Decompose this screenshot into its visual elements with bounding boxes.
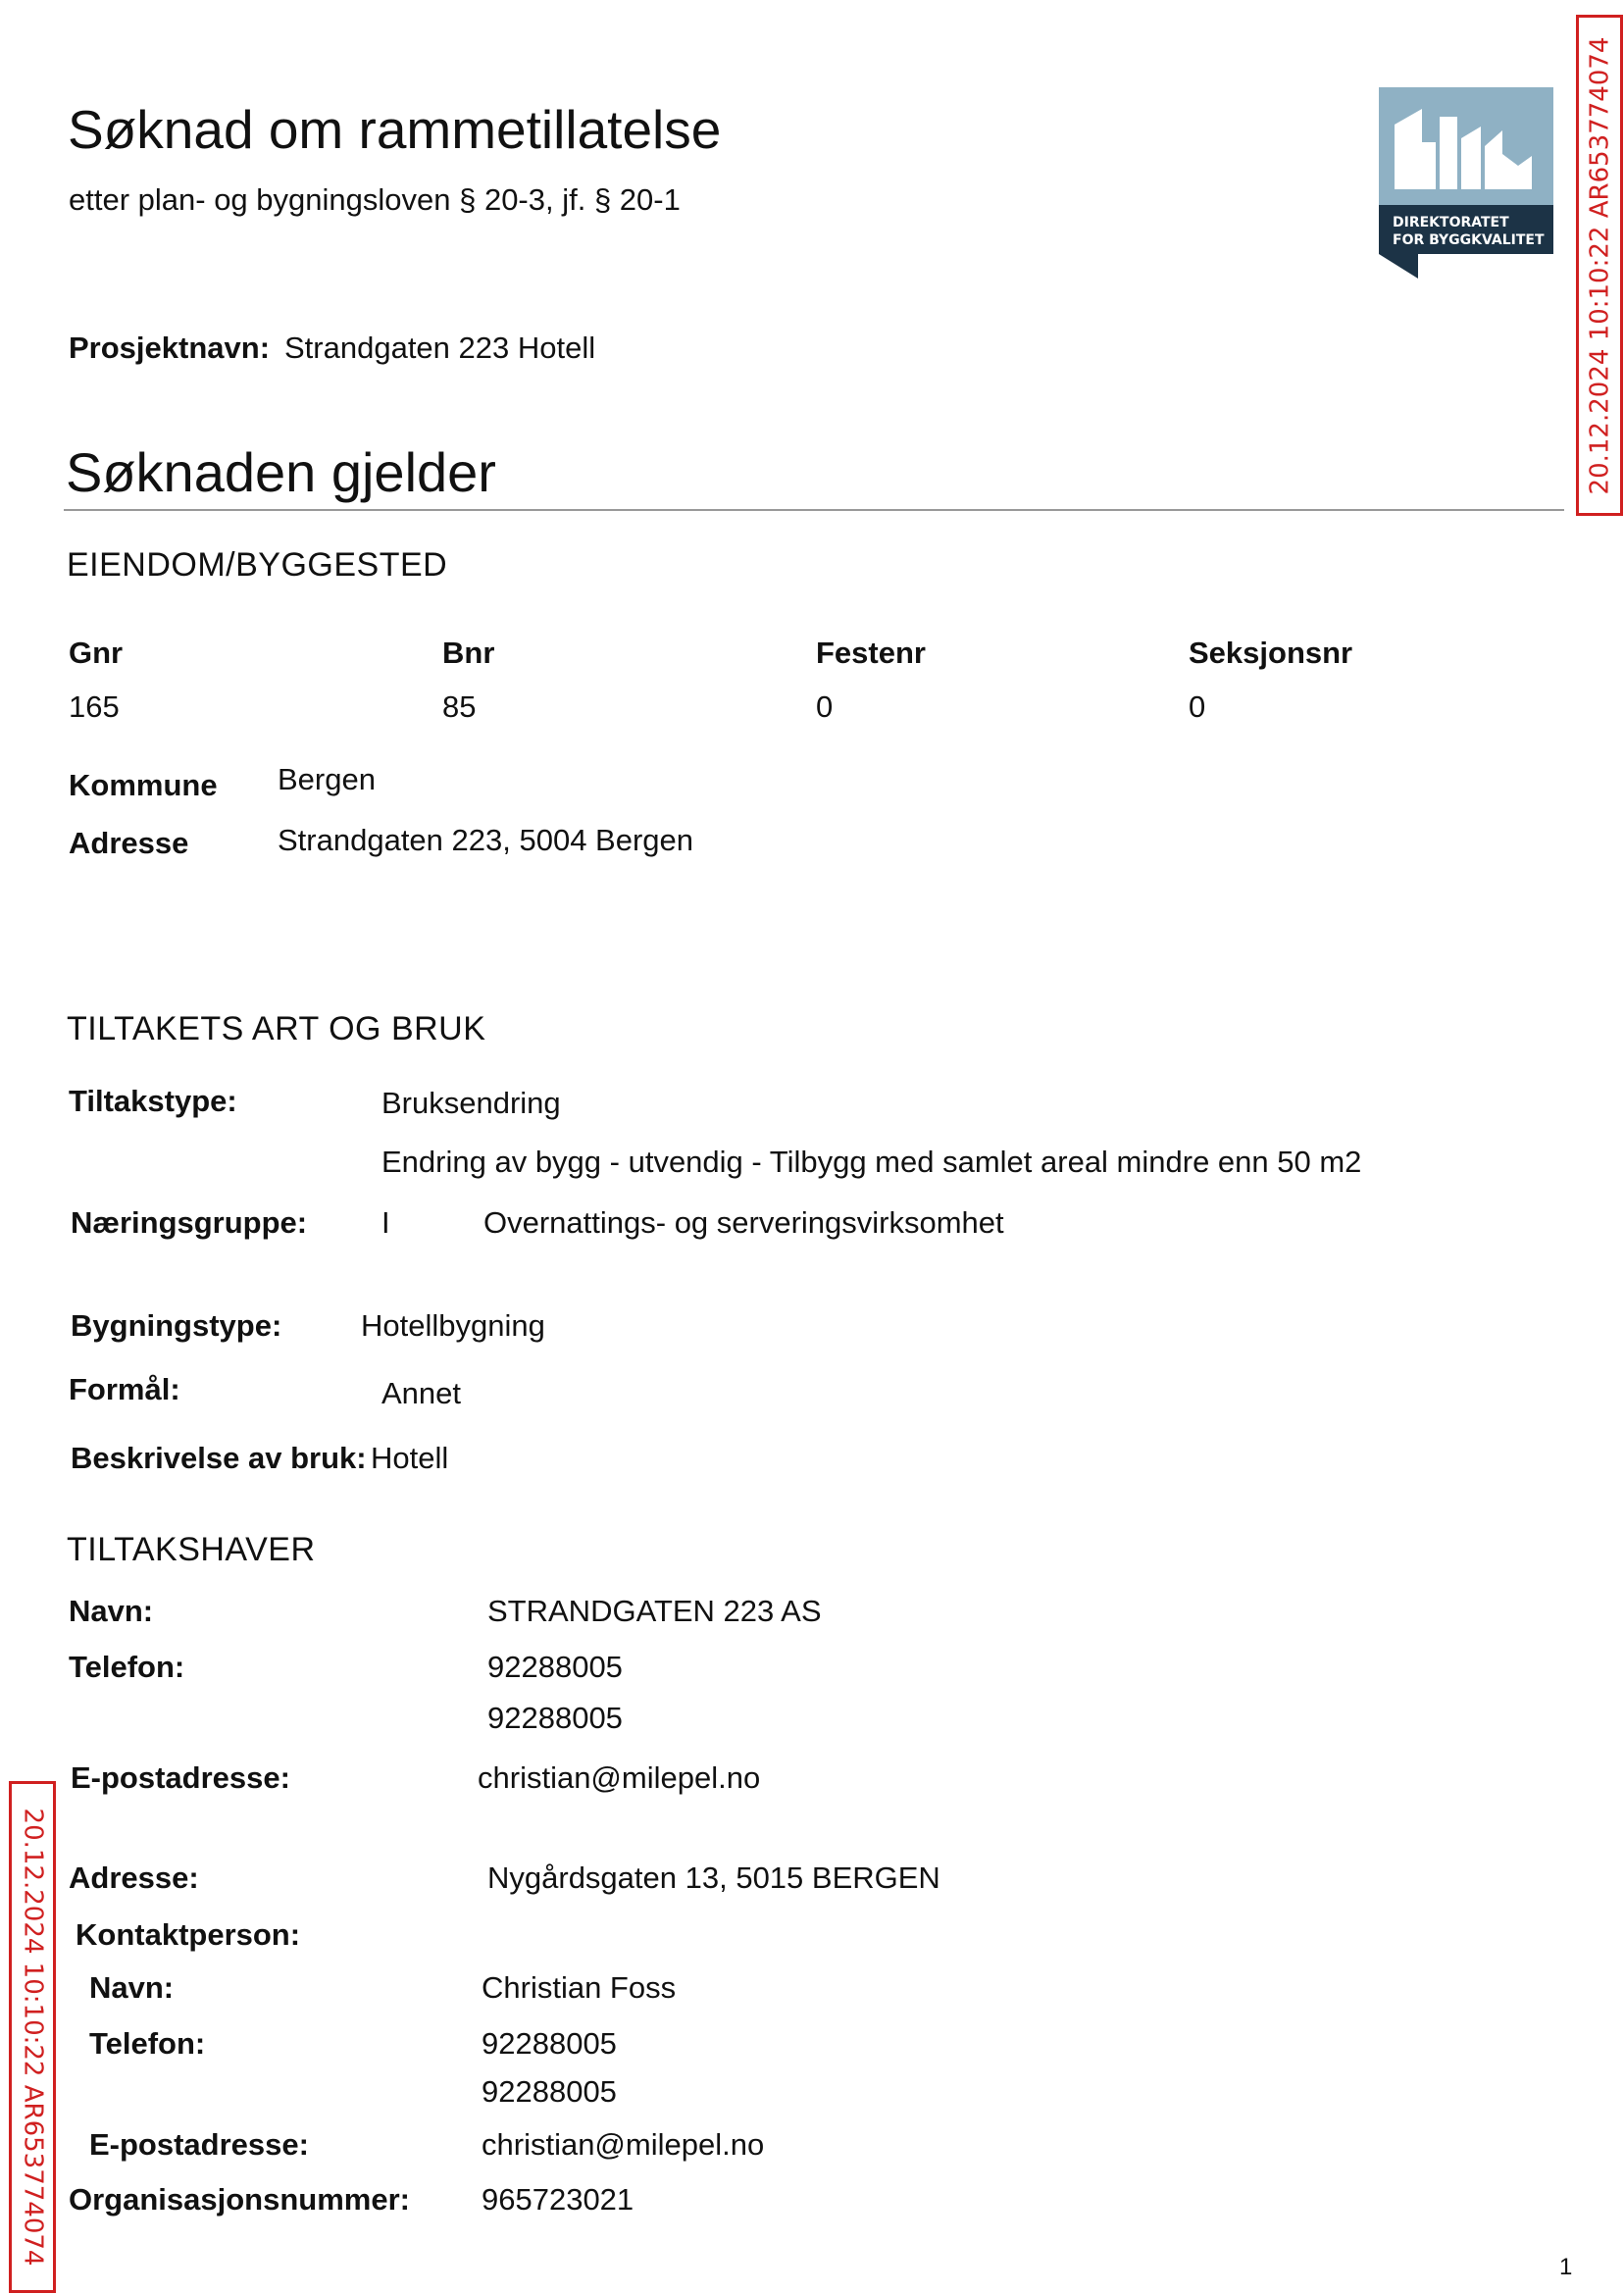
- naeringsgruppe-label: Næringsgruppe:: [71, 1205, 308, 1240]
- adresse-value: Strandgaten 223, 5004 Bergen: [278, 823, 694, 857]
- bygningstype-label: Bygningstype:: [71, 1308, 282, 1343]
- timestamp-stamp-right: [1576, 15, 1623, 516]
- owner-phone-label: Telefon:: [69, 1650, 185, 1684]
- project-label: Prosjektnavn:: [69, 331, 271, 365]
- bnr-label: Bnr: [442, 636, 495, 670]
- contact-label: Kontaktperson:: [76, 1917, 301, 1952]
- owner-email-label: E-postadresse:: [71, 1760, 290, 1795]
- org-label: Organisasjonsnummer:: [69, 2182, 410, 2217]
- seksjonsnr-value: 0: [1189, 689, 1206, 724]
- section-title: Søknaden gjelder: [66, 441, 496, 503]
- tiltakstype-value-2: Endring av bygg - utvendig - Tilbygg med samlet areal mindre enn 50 m2: [381, 1145, 1362, 1179]
- contact-email-label: E-postadresse:: [89, 2127, 309, 2162]
- owner-name-value: STRANDGATEN 223 AS: [487, 1594, 822, 1628]
- contact-name-value: Christian Foss: [482, 1970, 677, 2005]
- owner-heading: TILTAKSHAVER: [67, 1531, 316, 1568]
- stamp-text-left: 20.12.2024 10:10:22 AR653774074: [18, 1808, 47, 2267]
- section-divider: [64, 509, 1564, 511]
- page-subtitle: etter plan- og bygningsloven § 20-3, jf. § 20-1: [69, 182, 681, 217]
- kommune-value: Bergen: [278, 762, 376, 796]
- formal-value: Annet: [381, 1376, 462, 1410]
- owner-phone-2: 92288005: [487, 1701, 623, 1735]
- owner-address-value: Nygårdsgaten 13, 5015 BERGEN: [487, 1861, 940, 1895]
- contact-phone-label: Telefon:: [89, 2026, 206, 2061]
- measure-heading: TILTAKETS ART OG BRUK: [67, 1010, 486, 1047]
- logo-line2: FOR BYGGKVALITET: [1393, 232, 1545, 248]
- seksjonsnr-label: Seksjonsnr: [1189, 636, 1353, 670]
- naeringsgruppe-code: I: [381, 1205, 390, 1240]
- contact-phone-1: 92288005: [482, 2026, 617, 2061]
- tiltakstype-label: Tiltakstype:: [69, 1084, 237, 1118]
- dibk-logo: [1379, 87, 1553, 279]
- kommune-label: Kommune: [69, 768, 218, 802]
- bruk-label: Beskrivelse av bruk:: [71, 1441, 367, 1475]
- bruk-value: Hotell: [371, 1441, 449, 1475]
- festenr-value: 0: [816, 689, 834, 724]
- owner-phone-1: 92288005: [487, 1650, 623, 1684]
- page-title: Søknad om rammetillatelse: [68, 99, 722, 160]
- adresse-label: Adresse: [69, 826, 189, 860]
- bygningstype-value: Hotellbygning: [361, 1308, 545, 1343]
- contact-phone-2: 92288005: [482, 2074, 617, 2109]
- tiltakstype-value-1: Bruksendring: [381, 1086, 561, 1120]
- owner-address-label: Adresse:: [69, 1861, 199, 1895]
- org-value: 965723021: [482, 2182, 634, 2217]
- dibk-logo-icon: [1379, 87, 1553, 279]
- festenr-label: Festenr: [816, 636, 926, 670]
- project-name: Strandgaten 223 Hotell: [284, 331, 596, 365]
- contact-email-value: christian@milepel.no: [482, 2127, 765, 2162]
- page-number: 1: [1559, 2254, 1573, 2280]
- gnr-value: 165: [69, 689, 120, 724]
- bnr-value: 85: [442, 689, 477, 724]
- formal-label: Formål:: [69, 1372, 180, 1406]
- owner-name-label: Navn:: [69, 1594, 154, 1628]
- owner-email-value: christian@milepel.no: [478, 1760, 761, 1795]
- naeringsgruppe-value: Overnattings- og serveringsvirksomhet: [483, 1205, 1004, 1240]
- property-heading: EIENDOM/BYGGESTED: [67, 546, 448, 584]
- gnr-label: Gnr: [69, 636, 124, 670]
- logo-line1: DIREKTORATET: [1393, 215, 1509, 230]
- contact-name-label: Navn:: [89, 1970, 175, 2005]
- timestamp-stamp-left: [9, 1781, 56, 2293]
- stamp-text-right: 20.12.2024 10:10:22 AR653774074: [1585, 36, 1614, 494]
